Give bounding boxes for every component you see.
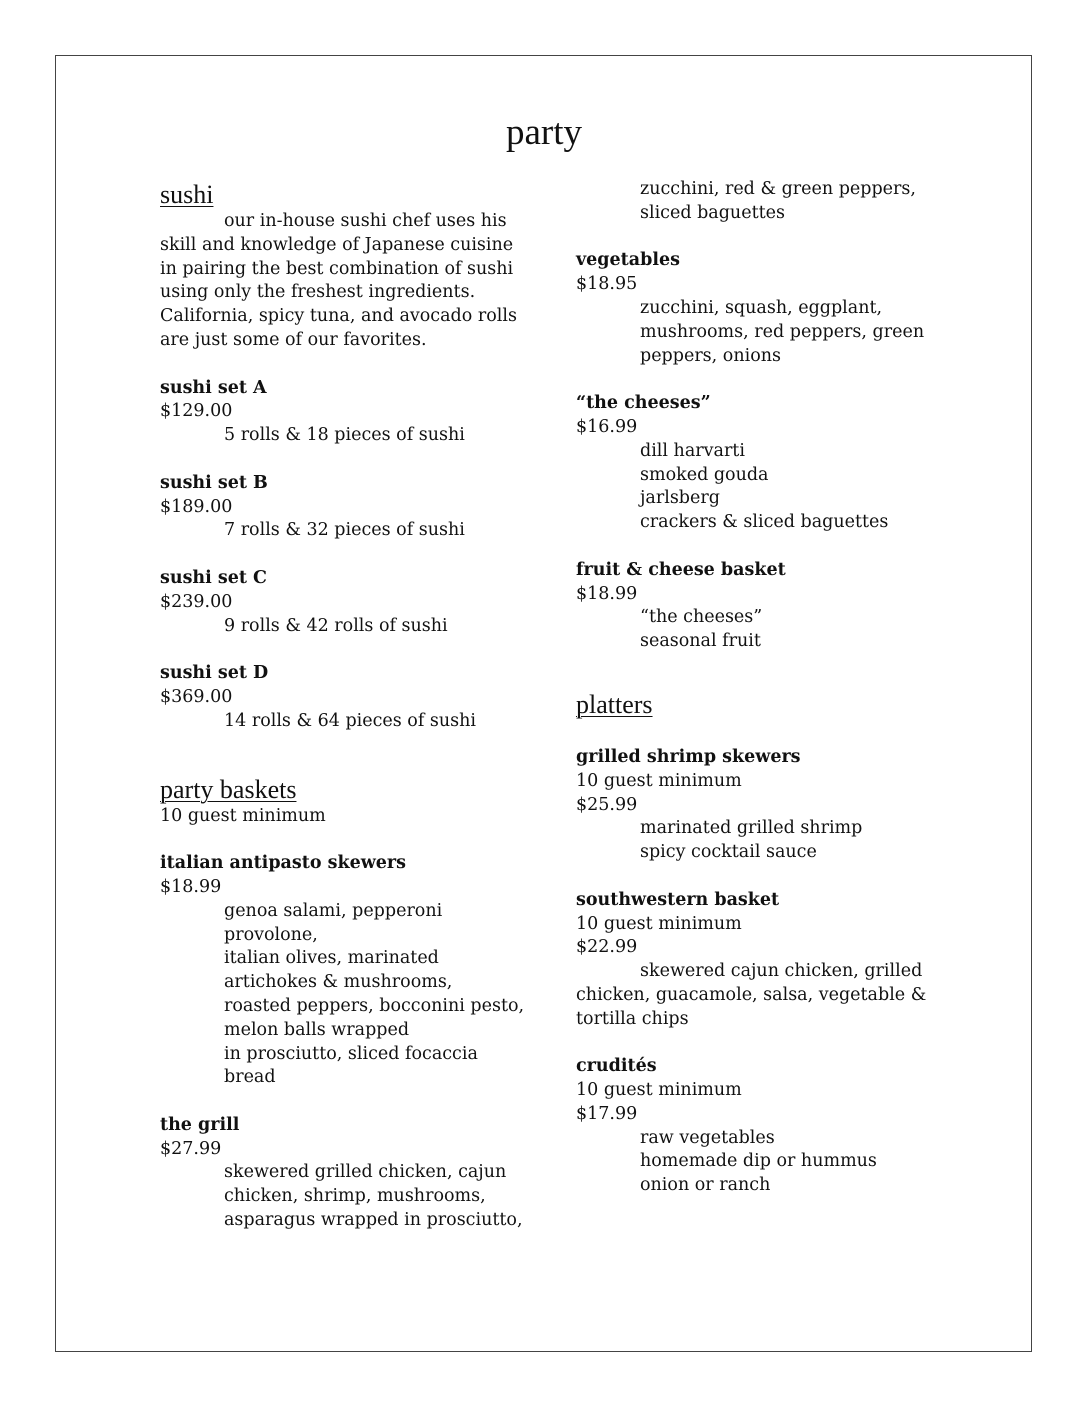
- continued-description: zucchini, red & green peppers, sliced baguettes: [640, 179, 916, 223]
- menu-item: [160, 377, 540, 448]
- item-price: $18.95: [576, 274, 638, 295]
- item-name: crudités: [576, 1056, 657, 1077]
- item-description: 9 rolls & 42 rolls of sushi: [224, 615, 448, 636]
- page-title: party: [505, 111, 583, 153]
- item-description: genoa salami, pepperoni provolone, italian olives, marinated artichokes & mushrooms, roasted peppers, bocconini pesto, melon balls wrapped in prosciutto, sliced focaccia bread: [224, 900, 525, 1088]
- section-heading-platters: platters: [576, 689, 653, 719]
- section-spacer: [160, 734, 540, 775]
- item-description: 7 rolls & 32 pieces of sushi: [224, 520, 465, 541]
- item-name: italian antipasto skewers: [160, 853, 406, 874]
- menu-item: [160, 662, 540, 733]
- section-heading-sushi: sushi: [160, 180, 214, 209]
- item-description: 14 rolls & 64 pieces of sushi: [224, 710, 476, 731]
- item-price: $25.99: [576, 794, 638, 815]
- menu-item: [160, 852, 540, 1090]
- item-description: zucchini, squash, eggplant, mushrooms, red peppers, green peppers, onions: [640, 297, 925, 366]
- item-price: $18.99: [576, 583, 638, 604]
- item-name: southwestern basket: [576, 889, 780, 910]
- menu-item: [576, 889, 956, 1032]
- item-name: sushi set D: [160, 663, 269, 684]
- item-name: sushi set B: [160, 472, 268, 493]
- item-description: raw vegetables homemade dip or hummus onion or ranch: [640, 1127, 877, 1196]
- item-minimum: 10 guest minimum: [576, 1080, 742, 1101]
- item-price: $17.99: [576, 1103, 638, 1124]
- menu-item: [576, 559, 956, 654]
- item-price: $22.99: [576, 937, 638, 958]
- item-description: dill harvarti smoked gouda jarlsberg crackers & sliced baguettes: [640, 440, 889, 533]
- item-name: “the cheeses”: [576, 393, 711, 414]
- item-name: grilled shrimp skewers: [576, 746, 801, 767]
- item-price: $18.99: [160, 876, 222, 897]
- item-description: marinated grilled shrimp spicy cocktail sauce: [640, 818, 863, 863]
- item-minimum: 10 guest minimum: [576, 913, 742, 934]
- section-heading-party-baskets: party baskets: [160, 774, 297, 804]
- section-note: 10 guest minimum: [160, 805, 326, 826]
- menu-item: [576, 392, 956, 535]
- sushi-intro: our in-house sushi chef uses his skill and knowledge of Japanese cuisine in pairing the best combination of sushi using only the freshest ingredients. California, spicy tuna, and avocado rolls are just some of our favorites.: [160, 211, 517, 350]
- item-price: $27.99: [160, 1138, 222, 1159]
- item-name: the grill: [160, 1114, 240, 1135]
- section-spacer: [576, 654, 956, 690]
- item-description: skewered cajun chicken, grilled chicken, guacamole, salsa, vegetable & tortilla chips: [576, 961, 927, 1029]
- item-price: $129.00: [160, 401, 233, 422]
- menu-item: [576, 746, 956, 865]
- menu-item: [160, 567, 540, 638]
- item-description: 5 rolls & 18 pieces of sushi: [224, 425, 465, 446]
- menu-item: [160, 1114, 540, 1233]
- item-description: “the cheeses” seasonal fruit: [640, 607, 763, 652]
- item-name: sushi set A: [160, 377, 267, 398]
- menu-item: [576, 1055, 956, 1198]
- item-description: skewered grilled chicken, cajun chicken, shrimp, mushrooms, asparagus wrapped in prosciutto,: [224, 1162, 523, 1231]
- item-price: $239.00: [160, 591, 233, 612]
- item-minimum: 10 guest minimum: [576, 770, 742, 791]
- item-price: $16.99: [576, 416, 638, 437]
- right-column: [576, 178, 956, 1198]
- item-price: $369.00: [160, 686, 233, 707]
- menu-item: [160, 472, 540, 543]
- item-price: $189.00: [160, 496, 233, 517]
- item-name: fruit & cheese basket: [576, 559, 786, 580]
- left-column: [160, 180, 540, 1233]
- item-name: vegetables: [576, 250, 680, 271]
- item-name: sushi set C: [160, 567, 267, 588]
- menu-item: [576, 249, 956, 368]
